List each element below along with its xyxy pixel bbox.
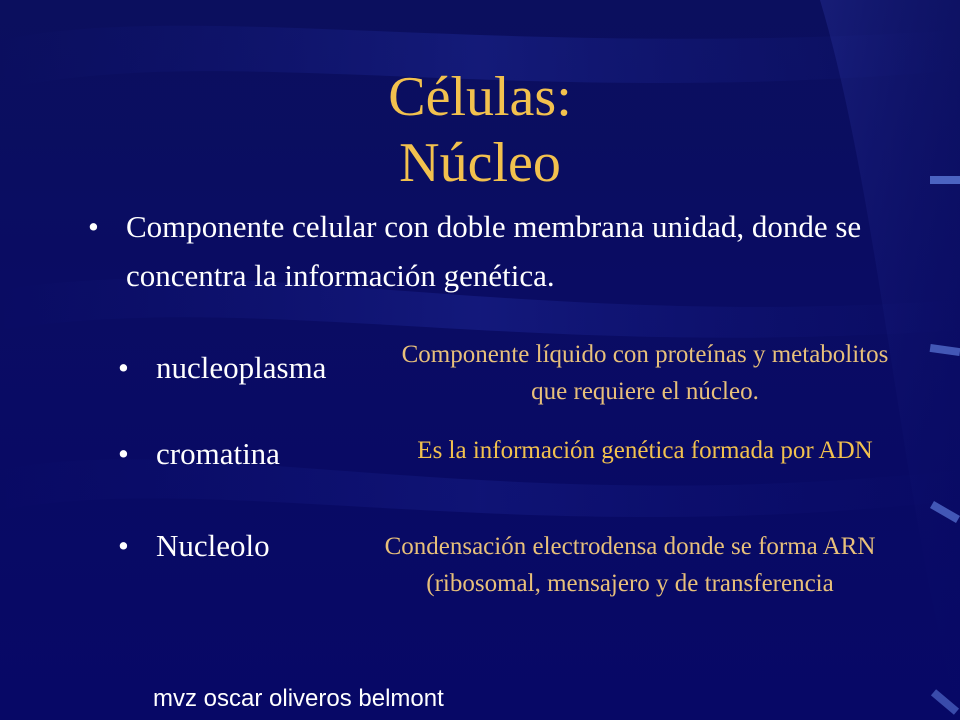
bullet-marker: • <box>118 436 129 471</box>
item-description-cromatina: Es la información genética formada por ADN <box>417 437 873 464</box>
item-description-nucleoplasma: Componente líquido con proteínas y metabolitos que requiere el núcleo. <box>401 341 889 405</box>
item-label: cromatina <box>156 436 280 471</box>
author-footer: mvz oscar oliveros belmont <box>153 685 444 712</box>
bullet-marker: • <box>88 209 99 244</box>
item-description-nucleolo: Condensación electrodensa donde se forma ARN (ribosomal, mensajero y de transferencia <box>384 533 876 597</box>
slide-title-line1: Células: <box>388 66 572 128</box>
bullet-marker: • <box>118 528 129 563</box>
main-bullet-text: Componente celular con doble membrana unidad, donde se concentra la información genética. <box>126 209 862 293</box>
bullet-marker: • <box>118 350 129 385</box>
item-label: nucleoplasma <box>156 350 327 385</box>
slide-title-line2: Núcleo <box>399 132 561 194</box>
item-label: Nucleolo <box>156 528 270 563</box>
